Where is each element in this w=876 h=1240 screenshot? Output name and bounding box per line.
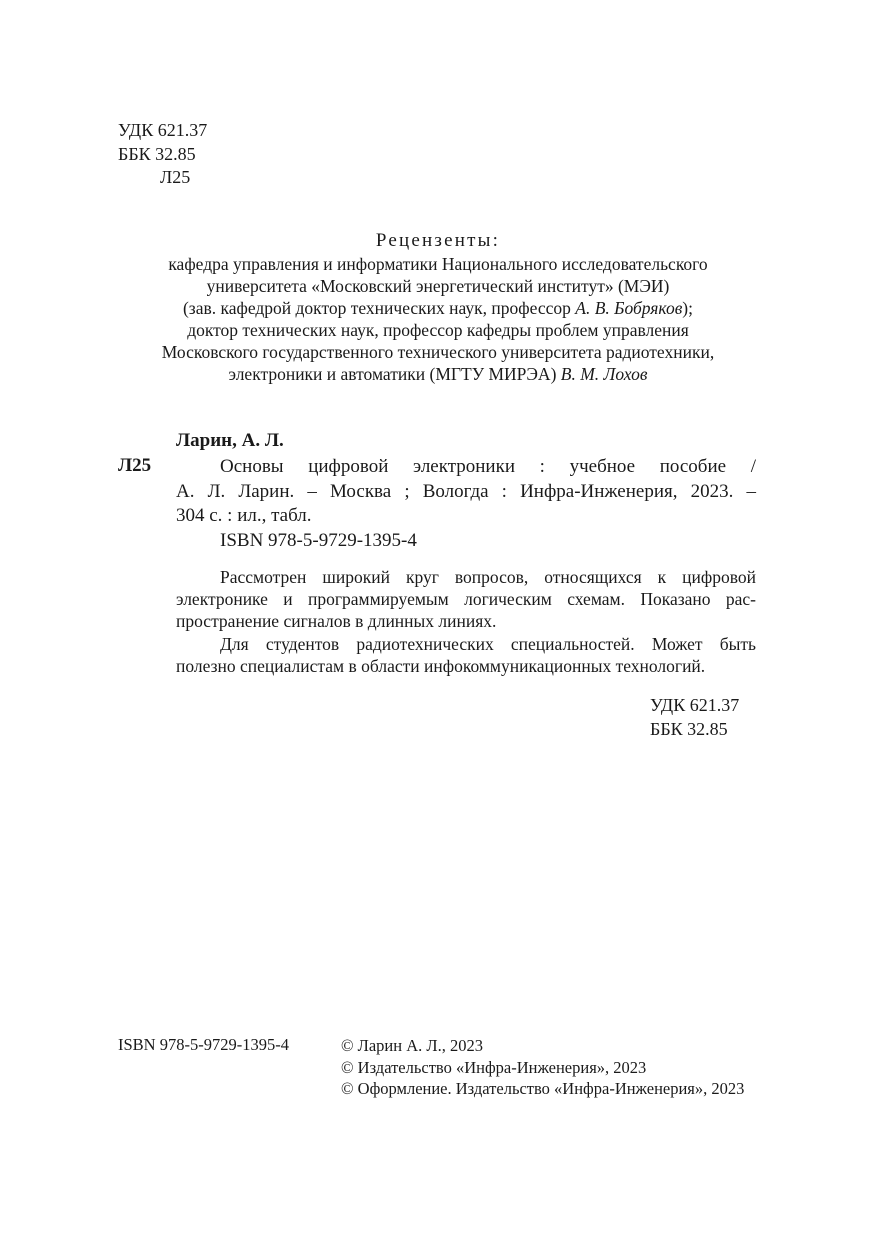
udk-code: УДК 621.37 — [118, 120, 208, 140]
reviewer-line: Московского государственного технического университета радиотехники, — [161, 342, 715, 362]
catalog-code: Л25 — [118, 455, 152, 476]
biblio-isbn: ISBN 978-5-9729-1395-4 — [220, 529, 417, 551]
classification-block-bottom — [650, 694, 739, 741]
reviewer-line — [60, 363, 816, 385]
reviewer-line — [60, 297, 816, 319]
classification-block-top — [118, 119, 207, 190]
reviewers-list — [60, 253, 816, 385]
footer-isbn: ISBN 978-5-9729-1395-4 — [118, 1035, 289, 1054]
biblio-line: А. Л. Ларин. – Москва ; Вологда : Инфра-Инженерия, 2023. – — [176, 480, 756, 502]
abstract — [176, 566, 756, 677]
reviewer-text: (зав. кафедрой доктор технических наук, профессор — [182, 298, 576, 318]
copyright-line: © Издательство «Инфра-Инженерия», 2023 — [341, 1057, 647, 1077]
copyright-block — [341, 1035, 744, 1100]
reviewers-heading: Рецензенты: — [375, 230, 501, 251]
biblio-line: Основы цифровой электроники : учебное пособие / — [220, 456, 756, 477]
biblio-line: 304 с. : ил., табл. — [176, 505, 312, 526]
abstract-line: Для студентов радиотехнических специальностей. Может быть — [220, 633, 756, 654]
reviewer-text: электроники и автоматики (МГТУ МИРЭА) — [228, 364, 561, 384]
bibliographic-description — [176, 455, 756, 553]
reviewer-line: доктор технических наук, профессор кафедры проблем управления — [187, 320, 689, 340]
abstract-line: Рассмотрен широкий круг вопросов, относящихся к цифровой — [220, 567, 756, 587]
author-heading: Ларин, А. Л. — [176, 430, 284, 451]
udk-code: УДК 621.37 — [650, 695, 740, 715]
reviewer-line: университета «Московский энергетический институт» (МЭИ) — [206, 276, 670, 296]
author-mark: Л25 — [160, 167, 191, 187]
bbk-code: ББК 32.85 — [118, 143, 196, 164]
reviewer-line: кафедра управления и информатики Национального исследовательского — [168, 254, 708, 274]
bbk-code: ББК 32.85 — [650, 718, 728, 739]
reviewer-name: В. М. Лохов — [560, 364, 648, 384]
abstract-line: электронике и программируемым логическим схемам. Показано рас- — [176, 589, 756, 610]
copyright-line: © Оформление. Издательство «Инфра-Инженерия», 2023 — [341, 1079, 745, 1098]
abstract-line: пространение сигналов в длинных линиях. — [176, 611, 497, 632]
reviewer-text: ); — [682, 298, 693, 318]
abstract-line: полезно специалистам в области инфокоммуникационных технологий. — [176, 655, 706, 676]
copyright-line: © Ларин А. Л., 2023 — [341, 1036, 483, 1055]
reviewer-name: А. В. Бобряков — [575, 298, 683, 318]
